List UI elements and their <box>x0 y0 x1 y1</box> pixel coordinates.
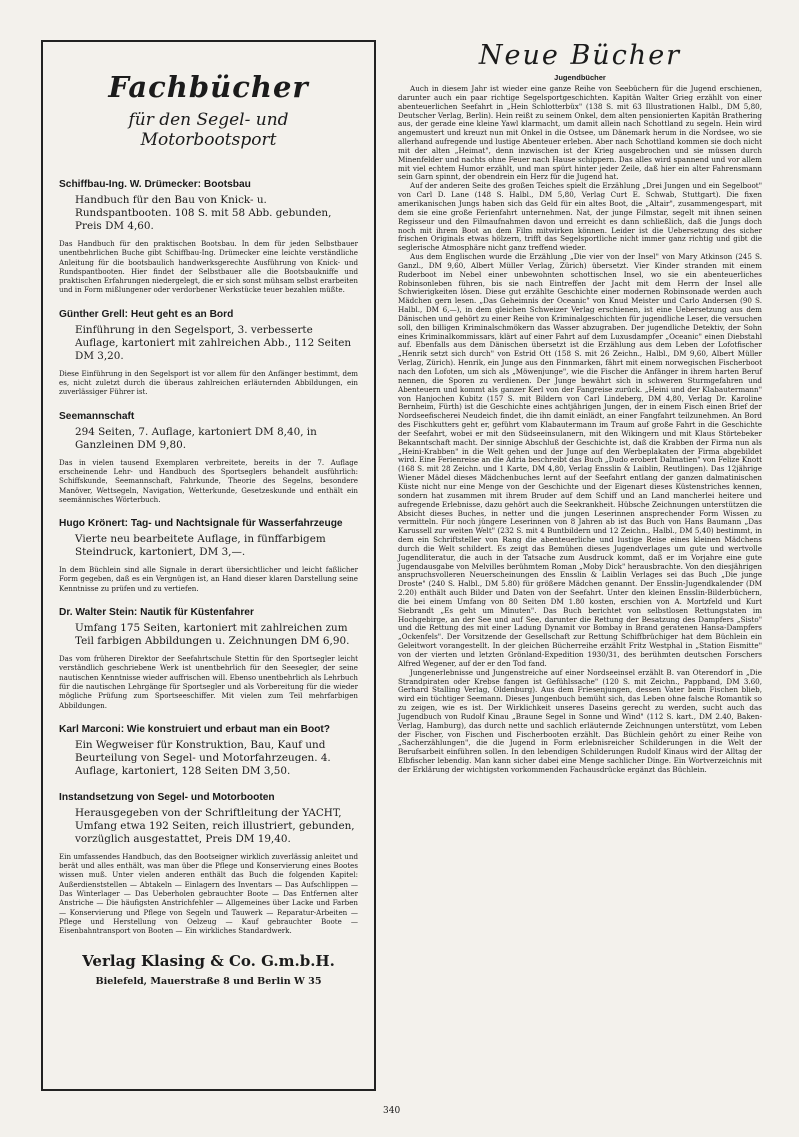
review-column <box>398 40 762 775</box>
book-description: Das Handbuch für den praktischen Bootsbau. In dem für jeden Selbstbauer unentbehrlichen Buche gibt Schiffbau-Ing. Drümecker eine leichte verständliche Anleitung für die bootsbaulich handwerksgerechte Ausführung von Knick- und Rundspantbooten. Hier findet der Selbstbauer alle die Bootsbaukniffe und praktischen Erfahrungen niedergelegt, die er sich sonst mühsam selbst erarbeiten und in Form mißlungener oder verdorbener Werkstücke teuer bezahlen müßte. <box>59 239 358 295</box>
review-paragraph: Auf der anderen Seite des großen Teiches spielt die Erzählung „Drei Jungen und ein Segelboot" von Carl D. Lane (148 S. Halbl., DM 5,80, Verlag Curt E. Schwab, Stuttgart). Die fixen amerikanischen Jungs haben sich das Geld für ein altes Boot, die „Altair", zusammengespart, mit dem sie eine große Ferienfahrt unternehmen. Nat, der junge Filmstar, segelt mit ihnen seinen Regisseur und den Filmaufnahmen davon und erreicht es dann schließlich, daß die Jungs doch noch mit ihrem Boot an dem Film mitwirken können. Leider ist die Uebersetzung des sicher frischen Originals etwas hölzern, trifft das Segelsportliche nicht immer ganz richtig und gibt die seglerische Atmosphäre nicht ganz treffend wieder. <box>398 181 762 253</box>
book-summary: 294 Seiten, 7. Auflage, kartoniert DM 8,40, in Ganzleinen DM 9,80. <box>75 425 317 451</box>
advertisement-box <box>41 40 376 1091</box>
book-heading: Günther Grell: Heut geht es an Bord <box>59 308 234 320</box>
column-title: Neue Bücher <box>478 40 682 71</box>
book-summary: Ein Wegweiser für Konstruktion, Bau, Kauf und Beurteilung von Segel- und Motorfahrzeugen. 4. Auflage, kartoniert, 128 Seiten DM 3,50. <box>75 738 331 777</box>
book-entry <box>59 723 358 778</box>
page-number: 340 <box>383 1106 401 1116</box>
book-summary: Einführung in den Segelsport, 3. verbesserte Auflage, kartoniert mit zahlreichen Abb., 112 Seiten DM 3,20. <box>75 323 352 362</box>
review-paragraph: Auch in diesem Jahr ist wieder eine ganze Reihe von Seebüchern für die Jugend erschienen, darunter auch ein paar richtige Segelsportgeschichten. Kapitän Walter Grieg erzählt von einer abenteuerlichen Seefahrt in „Hein Schlotterbüx" (138 S. mit 63 Illustrationen Halbl., DM 5,80, Deutscher Verlag, Berlin). Hein reißt zu seinem Onkel, dem alten pensionierten Kapitän Brathering aus, der gerade eine kleine Yawl klarmacht, um damit allein nach Schottland zu segeln. Hein wird angemustert und kreuzt nun mit Onkel in die Ostsee, um Dänemark herum in die Nordsee, wo sie allerhand aufregende und lustige Abenteuer erleben. Aber nach Schottland kommen sie doch nicht mit der alten „Heimat", denn inzwischen ist der Krieg ausgebrochen und sie müssen durch Minenfelder und nachts ohne Feuer nach Hause schippern. Das alles wird spannend und vor allem mit viel echtem Humor erzählt, und man spürt hinter jeder Zeile, daß hier ein alter Fahrensmann sein Garn spinnt, der obendrein ein Herz für die Jugend hat. <box>398 84 762 182</box>
book-description: Das vom früheren Direktor der Seefahrtschule Stettin für den Sportsegler leicht verständlich geschriebene Werk ist unentbehrlich für den Seesegler, der seine nautischen Kenntnisse wieder auffrischen will. Ebenso unentbehrlich als Lehrbuch für die nautischen Lehrgänge für Sportsegler und als Vorbereitung für die wieder mögliche Prüfung zum Sportseeschiffer. Mit vielen zum Teil mehrfarbigen Abbildungen. <box>59 654 358 710</box>
book-heading: Schiffbau-Ing. W. Drümecker: Bootsbau <box>59 179 251 190</box>
book-description: In dem Büchlein sind alle Signale in derart übersichtlicher und leicht faßlicher Form gegeben, daß es ein Vergnügen ist, an Hand dieser klaren Darstellung seine Kenntnisse zu prüfen und zu vertiefen. <box>59 565 358 593</box>
book-summary: Umfang 175 Seiten, kartoniert mit zahlreichen zum Teil farbigen Abbildungen u. Zeichnungen DM 6,90. <box>75 622 350 648</box>
book-entry <box>59 606 358 710</box>
book-heading: Seemannschaft <box>59 410 135 422</box>
book-summary: Vierte neu bearbeitete Auflage, in fünffarbigem Steindruck, kartoniert, DM 3,—. <box>75 533 326 559</box>
book-description: Ein umfassendes Handbuch, das den Bootseigner wirklich zuverlässig anleitet und berät und alles enthält, was man über die Pflege und Konservierung eines Bootes wissen muß. Unter vielen anderen enthält das Buch die folgenden Kapitel: Außerdienststellen — Abtakeln — Einlagern des Inventars — Das Aufschlippen — Das Winterlager — Das Ueberholen gebrauchter Boote — Das Entfernen alter Anstriche — Die häufigsten Anstrichfehler — Allgemeines über Lacke und Farben — Konservierung und Pflege von Segeln und Tauwerk — Reparatur-Arbeiten — Pflege und Herstellung von Oelzeug — Kauf gebrauchter Boote — Eisenbahntransport von Booten — Ein wirkliches Standardwerk. <box>59 851 358 936</box>
ad-subtitle: für den Segel- und Motorbootsport <box>128 110 289 150</box>
book-heading: Karl Marconi: Wie konstruiert und erbaut man ein Boot? <box>59 723 331 735</box>
column-subtitle: Jugendbücher <box>554 73 606 82</box>
publisher-address: Bielefeld, Mauerstraße 8 und Berlin W 35 <box>95 975 322 987</box>
book-entry <box>59 791 358 936</box>
book-heading: Hugo Krönert: Tag- und Nachtsignale für Wasserfahrzeuge <box>59 518 343 530</box>
book-entry <box>59 410 358 504</box>
book-summary: Herausgegeben von der Schriftleitung der YACHT, Umfang etwa 192 Seiten, reich illustriert, gebunden, vorzüglich ausgestattet, Preis DM 19,40. <box>75 806 355 845</box>
book-entry <box>59 178 358 295</box>
ad-title: Fachbücher <box>108 70 309 104</box>
column-body <box>398 85 762 775</box>
review-paragraph: Jungenerlebnisse und Jungenstreiche auf einer Nordseeinsel erzählt B. van Oterendorf in „Die Strandpiraten oder Krebse fangen ist Gefühlssache" (120 S. mit Zeichn., Pappband, DM 3.60, Gerhard Stalling Verlag, Oldenburg). Aus dem Friesenjungen, dessen Vater beim Fischen blieb, wird ein tüchtiger Seemann. Dieses Jungenbuch bemüht sich, das Leben ohne falsche Romantik so zu zeigen, wie es ist. Der Wirklichkeit unseres Daseins gerecht zu werden, sucht auch das Jugendbuch von Rudolf Kinau „Braune Segel in Sonne und Wind" (112 S. kart., DM 2.40, Baken-Verlag, Hamburg), das durch nette und sachlich erläuternde Zeichnungen unterstützt, vom Leben der Fischer, von Fischen und Fischerbooten erzählt. Das Büchlein gehört zu einer Reihe von „Sacherzählungen", die die Jugend in Form erlebnisreicher Schilderungen in die Welt der Berufsarbeit einführen sollen. In den lebendigen Schilderungen Rudolf Kinaus wird der Alltag der Elbfischer lebendig. Man kann sicher dabei eine Menge sachlicher Dinge. Ein Wortverzeichnis mit der Erklärung der wichtigsten vorkommenden Fachausdrücke ergänzt das Büchlein. <box>398 667 762 774</box>
book-heading: Instandsetzung von Segel- und Motorbooten <box>59 791 275 803</box>
book-summary: Handbuch für den Bau von Knick- u. Rundspantbooten. 108 S. mit 58 Abb. gebunden, Preis DM 4,60. <box>75 194 332 232</box>
book-description: Diese Einführung in den Segelsport ist vor allem für den Anfänger bestimmt, dem es, nicht zuletzt durch die überaus zahlreichen erläuternden Abbildungen, ein zuverlässiger Führer ist. <box>59 368 358 397</box>
book-description: Das in vielen tausend Exemplaren verbreitete, bereits in der 7. Auflage erscheinende Lehr- und Handbuch des Sportseglers behandelt ausführlich: Schiffskunde, Seemannschaft, Fahrkunde, Theorie des Segelns, besondere Manöver, Wettsegeln, Navigation, Wetterkunde, Gesetzeskunde und enthält ein seemännisches Wörterbuch. <box>59 457 358 504</box>
publisher-name: Verlag Klasing & Co. G.m.b.H. <box>82 951 335 970</box>
book-entry <box>59 517 358 593</box>
review-paragraph: Aus dem Englischen wurde die Erzählung „Die vier von der Insel" von Mary Atkinson (245 S. Ganzl., DM 9,60, Albert Müller Verlag, Zürich) übersetzt. Vier Kinder stranden mit einem Ruderboot im Nebel einer unbewohnten schottischen Insel, wo sie ein abenteuerliches Robinsonleben führen, bis sie nach Eintreffen der Jacht mit dem Herrn der Insel alle Schwierigkeiten lösen. Diese gut erzählte Geschichte einer modernen Robinsonade werden auch Mädchen gern lesen. „Das Geheimnis der Oceanic" von Knud Meister und Carlo Andersen (90 S. Halbl., DM 6,—), in dem gleichen Schweizer Verlag erschienen, ist eine Uebersetzung aus dem Dänischen und gehört zu einer Reihe von Kriminalgeschichten für jugendliche Leser, die versuchen soll, den billigen Kriminalschmökern das Wasser abzugraben. Der jugendliche Detektiv, der Sohn eines Kriminalkommissars, klärt auf einer Fahrt auf dem Luxusdampfer „Oceanic" einen Diebstahl auf. Ebenfalls aus dem Dänischen übersetzt ist die Erzählung aus dem Leben der Lofotfischer „Henrik setzt sich durch" von Estrid Ott (158 S. mit 26 Zeichn., Halbl., DM 9,60, Albert Müller Verlag, Zürich). Henrik, ein Junge aus den Finnmarken, fährt mit einem norwegischen Fischerboot nach den Lofoten, um sich als „Möwenjunge", wie die Fischer die Anfänger in ihrem harten Beruf nennen, die Sporen zu verdienen. Der Junge bewährt sich in schweren Sturmgefahren und Abenteuern und kommt als ganzer Kerl von der Fangreise zurück. „Heini und der Klabautermann" von Hanjochen Kubitz (157 S. mit Bildern von Carl Lindeberg, DM 4,80, Verlag Dr. Karoline Bernheim, Fürth) ist die Geschichte eines achtjährigen Jungen, der in einem Fisch einen Brief der Nordseefischerei Neudeich findet, die ihn damit einlädt, an einer Fangfahrt teilzunehmen. An Bord des Fischkutters geht er, geführt vom Klabautermann im Traum auf große Fahrt in die Geschichte der Seefahrt, wobei er mit den Südseeinsulanern, mit den Wikingern und mit Klaus Störtebeker Bekanntschaft macht. Der sinnige Abschluß der Geschichte ist, daß die Krabben der Firma nun als „Heini-Krabben" in die Welt gehen und der Junge auf den Werbeplakaten der Firma abgebildet wird. Eine Ferienreise an die Adria beschreibt das Buch „Dudo erobert Dalmatien" von Felize Knott (168 S. mit 28 Zeichn. und 1 Karte, DM 4,80, Verlag Ensslin & Laiblin, Reutlingen). Das 12jährige Wiener Mädel dieses Mädchenbuches lernt auf der Seefahrt entlang der ganzen dalmatinischen Küste nicht nur eine Menge von der Geschichte und der Eigenart dieses Küstenstriches kennen, sondern hat zusammen mit ihrem Bruder auf dem Schiff und an Land mancherlei heitere und aufregende Erlebnisse, dazu gehört auch die Seekrankheit. Hübsche Zeichnungen unterstützen die Absicht dieses Buches, in netter und die jungen Leserinnen ansprechender Form Wissen zu vermitteln. Für noch jüngere Leserinnen von 8 Jahren ab ist das Buch von Hans Baumann „Das Karussell zur weiten Welt" (232 S. mit 4 Buntbildern und 12 Zeichn., Halbl., DM 5,40) bestimmt, in dem ein Schriftsteller von Rang die abenteuerliche und lustige Reise eines kleinen Mädchens durch die Welt schildert. Es zeigt das Bemühen dieses Jugendverlages um gute und wertvolle Jugendliteratur, die auch in der Tatsache zum Ausdruck kommt, daß er im Vorjahre eine gute Jugendausgabe von Melvilles berühmtem Roman „Moby Dick" herausbrachte. Von den diesjährigen anspruchsvolleren Neuerscheinungen des Ensslin & Laiblin Verlages sei das Buch „Die junge Droste" (240 S. Halbl., DM 5.80) für größere Mädchen genannt. Der Ensslin-Jugendkalender (DM 2.20) enthält auch Bilder und Daten von der Seefahrt. Unter den kleinen Ensslin-Bilderbüchern, die bei einem Umfang von 80 Seiten DM 1.80 kosten, erschien von A. Mortzfeld und Kurt Siebrandt „Es geht um Minuten". Das Buch berichtet von selbstlosen Rettungstaten im Hochgebirge, an der See und auf See, darunter die Rettung der Besatzung des Dampfers „Sisto" und die Rettung des mit einer Ladung Dynamit vor Bombay in Brand geratenen Hansa-Dampfers „Ockenfels". Der Vorsitzende der Gesellschaft zur Rettung Schiffbrüchiger hat dem Büchlein ein Geleitwort vorangestellt. In der gleichen Bücherreihe erzählt Fritz Westphal in „Station Eismitte" von der vierten und letzten Grönland-Expedition 1930/31, des berühmten deutschen Forschers Alfred Wegener, auf der er den Tod fand. <box>398 252 762 668</box>
book-entry <box>59 308 358 397</box>
book-heading: Dr. Walter Stein: Nautik für Küstenfahrer <box>59 607 254 619</box>
